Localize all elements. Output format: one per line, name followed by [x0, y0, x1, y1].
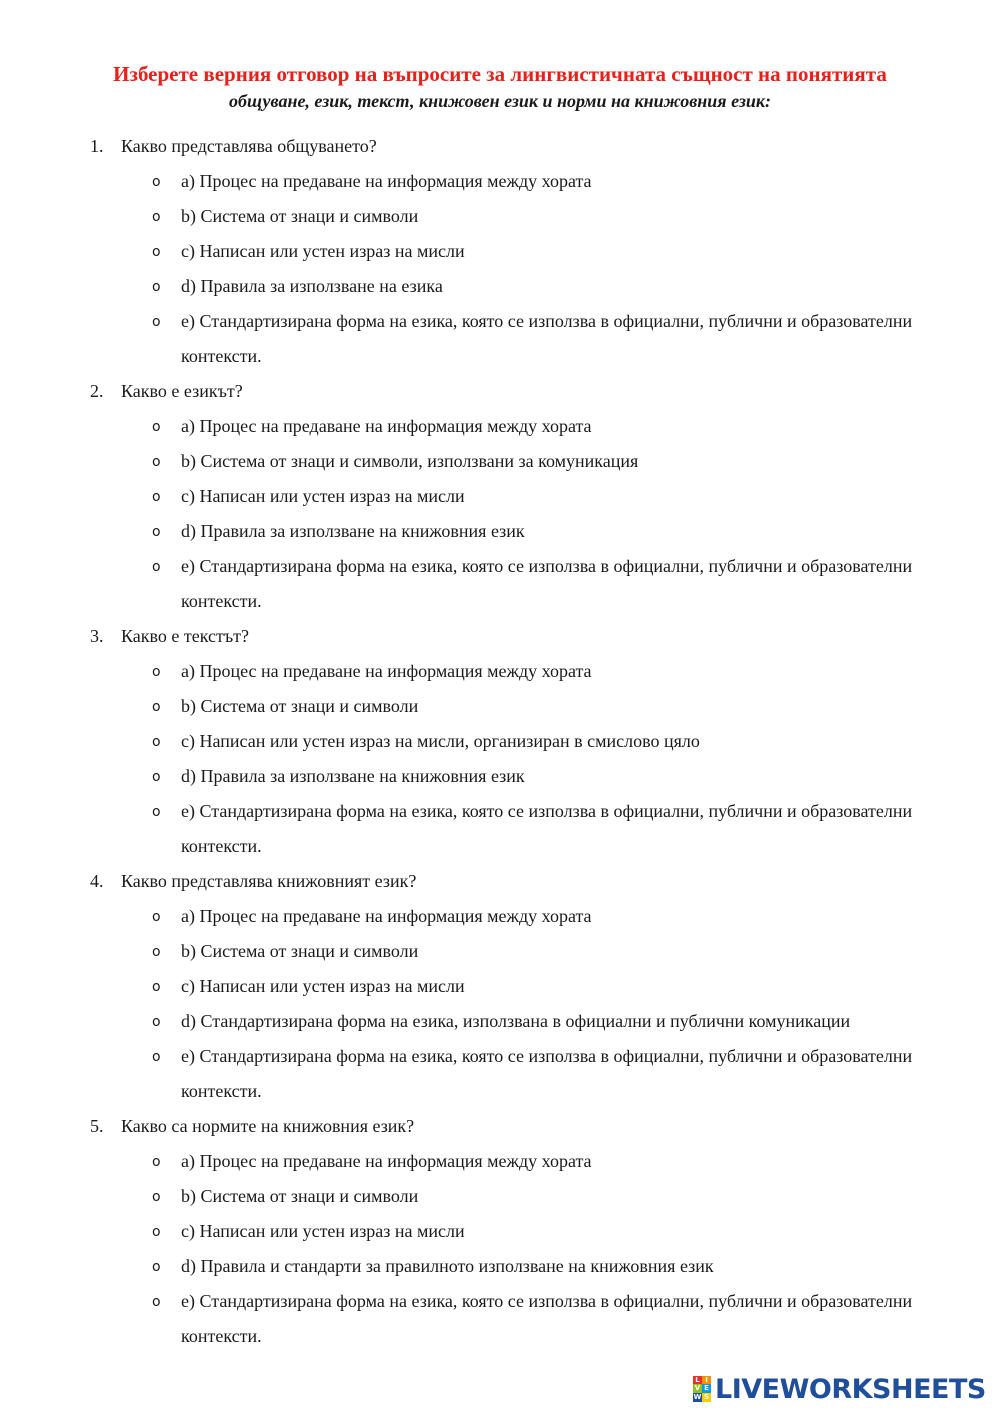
question-line	[0, 129, 1000, 164]
question-number: 5.	[90, 1116, 104, 1136]
answer-option[interactable]	[0, 899, 1000, 934]
answer-option-text: b) Система от знаци и символи	[181, 1186, 419, 1206]
answer-option-text: d) Стандартизирана форма на езика, използвана в официални и публични комуникации	[181, 1011, 851, 1031]
bullet-circle-icon: o	[152, 664, 161, 680]
answer-option-text: b) Система от знаци и символи	[181, 206, 419, 226]
bullet-circle-icon: o	[152, 699, 161, 715]
answer-option[interactable]	[0, 759, 1000, 794]
answer-option[interactable]	[0, 164, 1000, 199]
answer-option-text: a) Процес на предаване на информация между хората	[181, 416, 592, 436]
question-number: 3.	[90, 626, 104, 646]
answer-option-text: c) Написан или устен израз на мисли	[181, 486, 465, 506]
logo-mark-tile: E	[702, 1384, 711, 1393]
bullet-circle-icon: o	[152, 454, 161, 470]
bullet-circle-icon: o	[152, 1049, 161, 1065]
answer-option[interactable]	[0, 934, 1000, 969]
bullet-circle-icon: o	[152, 524, 161, 540]
answer-option-text: c) Написан или устен израз на мисли, организиран в смислово цяло	[181, 731, 700, 751]
answer-option-text: d) Правила за използване на книжовния език	[181, 521, 525, 541]
question-list	[0, 129, 1000, 1354]
answer-option-text: d) Правила за използване на езика	[181, 276, 443, 296]
bullet-circle-icon: o	[152, 734, 161, 750]
answer-option[interactable]	[0, 234, 1000, 269]
answer-option[interactable]	[0, 304, 1000, 374]
answer-option-text: e) Стандартизирана форма на езика, която се използва в официални, публични и образователни контексти.	[181, 1046, 913, 1101]
question-4	[0, 864, 1000, 1109]
answer-option-text: d) Правила за използване на книжовния език	[181, 766, 525, 786]
answer-option[interactable]	[0, 514, 1000, 549]
question-number: 2.	[90, 381, 104, 401]
bullet-circle-icon: o	[152, 1014, 161, 1030]
question-text: Какво е езикът?	[121, 381, 243, 401]
answer-option[interactable]	[0, 1004, 1000, 1039]
answer-option-text: e) Стандартизирана форма на езика, която се използва в официални, публични и образователни контексти.	[181, 801, 913, 856]
logo-mark-tile: V	[694, 1384, 701, 1392]
liveworksheets-logo-text: LIVEWORKSHEETS	[715, 1373, 986, 1405]
answer-option[interactable]	[0, 1284, 1000, 1354]
answer-option[interactable]	[0, 1249, 1000, 1284]
answer-option[interactable]	[0, 1144, 1000, 1179]
answer-option[interactable]	[0, 654, 1000, 689]
bullet-circle-icon: o	[152, 559, 161, 575]
answer-option-text: e) Стандартизирана форма на езика, която се използва в официални, публични и образователни контексти.	[181, 311, 913, 366]
logo-mark-tile: I	[702, 1376, 711, 1384]
answer-option-text: e) Стандартизирана форма на езика, която се използва в официални, публични и образователни контексти.	[181, 556, 913, 611]
question-2	[0, 374, 1000, 619]
answer-option[interactable]	[0, 969, 1000, 1004]
bullet-circle-icon: o	[152, 1189, 161, 1205]
question-1	[0, 129, 1000, 374]
bullet-circle-icon: o	[152, 804, 161, 820]
bullet-circle-icon: o	[152, 279, 161, 295]
answer-option[interactable]	[0, 479, 1000, 514]
answer-option-text: c) Написан или устен израз на мисли	[181, 241, 465, 261]
bullet-circle-icon: o	[152, 1154, 161, 1170]
answer-option-text: a) Процес на предаване на информация между хората	[181, 661, 592, 681]
bullet-circle-icon: o	[152, 979, 161, 995]
answer-option-text: a) Процес на предаване на информация между хората	[181, 906, 592, 926]
answer-option[interactable]	[0, 1214, 1000, 1249]
bullet-circle-icon: o	[152, 909, 161, 925]
bullet-circle-icon: o	[152, 769, 161, 785]
question-text: Какво е текстът?	[121, 626, 250, 646]
answer-option-text: b) Система от знаци и символи	[181, 941, 419, 961]
answer-option[interactable]	[0, 409, 1000, 444]
bullet-circle-icon: o	[152, 1294, 161, 1310]
answer-option[interactable]	[0, 269, 1000, 304]
answer-option-text: d) Правила и стандарти за правилното използване на книжовния език	[181, 1256, 714, 1276]
question-text: Какво са нормите на книжовния език?	[121, 1116, 415, 1136]
question-line	[0, 1109, 1000, 1144]
answer-option-text: b) Система от знаци и символи, използвани за комуникация	[181, 451, 639, 471]
bullet-circle-icon: o	[152, 1259, 161, 1275]
answer-option[interactable]	[0, 724, 1000, 759]
worksheet-subtitle: общуване, език, текст, книжовен език и норми на книжовния език:	[229, 91, 771, 111]
question-number: 1.	[90, 136, 104, 156]
answer-option[interactable]	[0, 794, 1000, 864]
question-line	[0, 619, 1000, 654]
bullet-circle-icon: o	[152, 209, 161, 225]
answer-option[interactable]	[0, 199, 1000, 234]
bullet-circle-icon: o	[152, 1224, 161, 1240]
question-number: 4.	[90, 871, 104, 891]
question-line	[0, 374, 1000, 409]
bullet-circle-icon: o	[152, 489, 161, 505]
bullet-circle-icon: o	[152, 419, 161, 435]
answer-option[interactable]	[0, 549, 1000, 619]
question-3	[0, 619, 1000, 864]
logo-mark-tile: L	[693, 1376, 702, 1384]
answer-option[interactable]	[0, 1039, 1000, 1109]
answer-option[interactable]	[0, 444, 1000, 479]
bullet-circle-icon: o	[152, 314, 161, 330]
question-text: Какво представлява книжовният език?	[121, 871, 417, 891]
answer-option-text: c) Написан или устен израз на мисли	[181, 1221, 465, 1241]
answer-option-text: a) Процес на предаване на информация между хората	[181, 171, 592, 191]
worksheet-title: Изберете верния отговор на въпросите за лингвистичната същност на понятията	[113, 62, 887, 86]
liveworksheets-logo-mark-icon	[693, 1376, 711, 1402]
bullet-circle-icon: o	[152, 174, 161, 190]
liveworksheets-logo	[693, 1374, 986, 1404]
logo-mark-tile: W	[693, 1393, 702, 1401]
answer-option[interactable]	[0, 1179, 1000, 1214]
answer-option-text: e) Стандартизирана форма на езика, която се използва в официални, публични и образователни контексти.	[181, 1291, 913, 1346]
question-text: Какво представлява общуването?	[121, 136, 377, 156]
answer-option-text: a) Процес на предаване на информация между хората	[181, 1151, 592, 1171]
logo-mark-tile: S	[703, 1393, 710, 1401]
answer-option[interactable]	[0, 689, 1000, 724]
answer-option-text: b) Система от знаци и символи	[181, 696, 419, 716]
question-5	[0, 1109, 1000, 1354]
question-line	[0, 864, 1000, 899]
bullet-circle-icon: o	[152, 244, 161, 260]
answer-option-text: c) Написан или устен израз на мисли	[181, 976, 465, 996]
bullet-circle-icon: o	[152, 944, 161, 960]
